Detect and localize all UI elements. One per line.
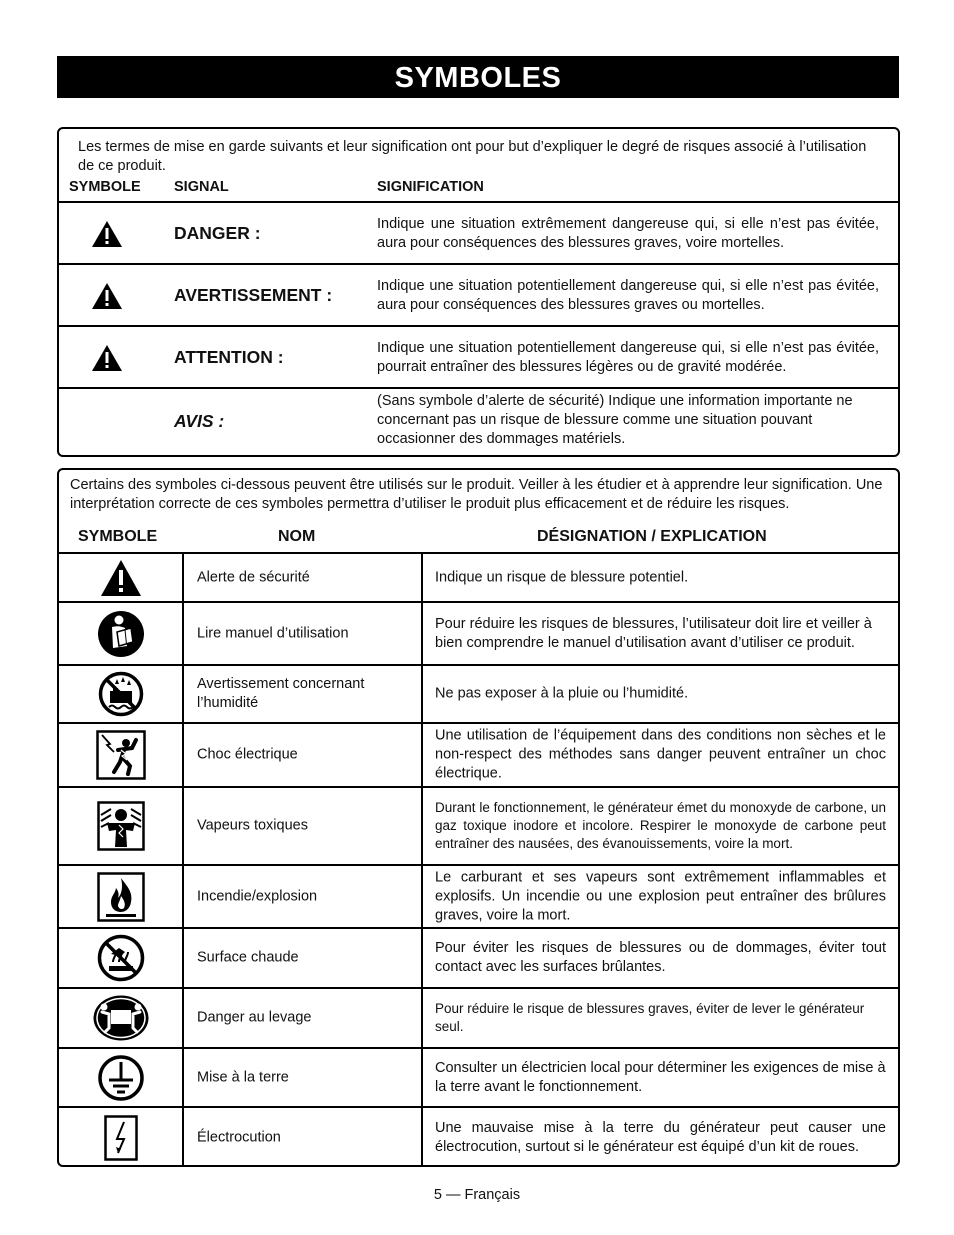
signal-row-danger [59, 201, 898, 264]
symbol-name: Choc électrique [197, 746, 298, 763]
signal-row-warning [59, 263, 898, 326]
symbols-table [57, 468, 900, 1167]
safety-alert-icon [100, 559, 142, 597]
signal-meaning: Indique une situation extrêmement dangereuse qui, si elle n’est pas évitée, aura pour conséquences des blessures graves, voire mortelles. [377, 216, 879, 251]
header-description: DÉSIGNATION / EXPLICATION [537, 528, 767, 545]
symbol-description: Le carburant et ses vapeurs sont extrêmement inflammables et explosifs. Un incendie ou une explosion peut entraîner des brûlures graves, voire la mort. [435, 869, 886, 923]
header-symbol: SYMBOLE [78, 528, 158, 545]
signal-row-caution [59, 325, 898, 388]
signal-label: ATTENTION : [174, 347, 284, 367]
table-row [59, 864, 898, 927]
symbol-description: Une utilisation de l’équipement dans des conditions non sèches et le non-respect des méthodes sans danger peuvent entraîner un choc électrique. [435, 727, 886, 782]
hot-surface-icon [97, 934, 145, 982]
table-row [59, 552, 898, 601]
table-row [59, 927, 898, 987]
table-row [59, 601, 898, 664]
symbol-name: Lire manuel d’utilisation [197, 625, 349, 641]
table-row [59, 722, 898, 786]
read-manual-icon [97, 610, 145, 658]
symbol-description: Ne pas exposer à la pluie ou l’humidité. [435, 685, 689, 702]
header-meaning: SIGNIFICATION [377, 179, 484, 195]
symbol-name: Électrocution [197, 1129, 281, 1145]
signal-words-table [57, 127, 900, 457]
symbol-description: Consulter un électricien local pour déterminer les exigences de mise à la terre avant le fonctionnement. [435, 1059, 886, 1095]
toxic-fumes-icon [97, 801, 145, 851]
signal-meaning: (Sans symbole d’alerte de sécurité) Indique une information importante ne concernant pas un risque de blessure comme une situation pouvant occasionner des dommages matériels. [377, 393, 853, 447]
symbol-name: Incendie/explosion [197, 888, 318, 904]
symbol-name: Avertissement concernant l’humidité [197, 676, 365, 711]
symbol-description: Une mauvaise mise à la terre du générateur peut causer une électrocution, surtout si le générateur est équipé d’un kit de roues. [435, 1119, 886, 1155]
page-title: SYMBOLES [57, 56, 899, 98]
symbol-name: Vapeurs toxiques [197, 817, 308, 834]
fire-explosion-icon [97, 872, 145, 922]
symbol-description: Pour éviter les risques de blessures ou de dommages, éviter tout contact avec les surfaces brûlantes. [435, 940, 886, 975]
lifting-hazard-icon [92, 994, 150, 1042]
page-footer: 5 — Français [433, 1187, 521, 1203]
header-symbol: SYMBOLE [69, 179, 141, 195]
table-row [59, 1047, 898, 1106]
symbol-name: Mise à la terre [197, 1069, 289, 1085]
symbol-description: Pour réduire les risques de blessures, l’utilisateur doit lire et veiller à bien comprendre le manuel d’utilisation avant d’utiliser ce produit. [435, 615, 872, 651]
symbol-name: Danger au levage [197, 1009, 312, 1026]
symbols-intro: Certains des symboles ci-dessous peuvent être utilisés sur le produit. Veiller à les étudier et à apprendre leur signification. Une interprétation correcte de ces symboles permettra d’utiliser le produit plus efficacement et de réduire les risques. [70, 477, 883, 512]
signal-label: AVERTISSEMENT : [174, 285, 333, 305]
electric-shock-icon [96, 730, 146, 780]
signal-meaning: Indique une situation potentiellement dangereuse qui, si elle n’est pas évitée, pourrait entraîner des blessures légères ou de gravité modérée. [377, 340, 879, 375]
warning-triangle-icon [91, 282, 123, 310]
symbol-name: Alerte de sécurité [197, 569, 310, 585]
table-row [59, 987, 898, 1047]
signal-row-notice [59, 387, 898, 457]
table-row [59, 786, 898, 864]
signal-label: DANGER : [174, 223, 261, 243]
ground-icon [98, 1055, 144, 1101]
warning-triangle-icon [91, 344, 123, 372]
wet-conditions-icon [98, 671, 144, 717]
warning-triangle-icon [91, 220, 123, 248]
header-name: NOM [278, 528, 316, 545]
symbol-description: Durant le fonctionnement, le générateur émet du monoxyde de carbone, un gaz toxique inodore et incolore. Respirer le monoxyde de carbone peut entraîner des nausées, des évanouissements, voire la mort. [435, 800, 886, 851]
symbol-description: Indique un risque de blessure potentiel. [435, 569, 689, 585]
symbol-description: Pour réduire le risque de blessures graves, éviter de lever le générateur seul. [435, 1001, 865, 1034]
signal-meaning: Indique une situation potentiellement dangereuse qui, si elle n’est pas évitée, aura pour conséquences des blessures graves ou mortelles. [377, 278, 879, 313]
signal-intro: Les termes de mise en garde suivants et leur signification ont pour but d’expliquer le degré de risques associé à l’utilisation de ce produit. [78, 139, 867, 174]
electrocution-icon [104, 1115, 138, 1161]
table-row [59, 1106, 898, 1167]
table-row [59, 664, 898, 722]
header-signal: SIGNAL [174, 179, 229, 195]
symbol-name: Surface chaude [197, 949, 299, 966]
signal-label: AVIS : [174, 411, 225, 431]
